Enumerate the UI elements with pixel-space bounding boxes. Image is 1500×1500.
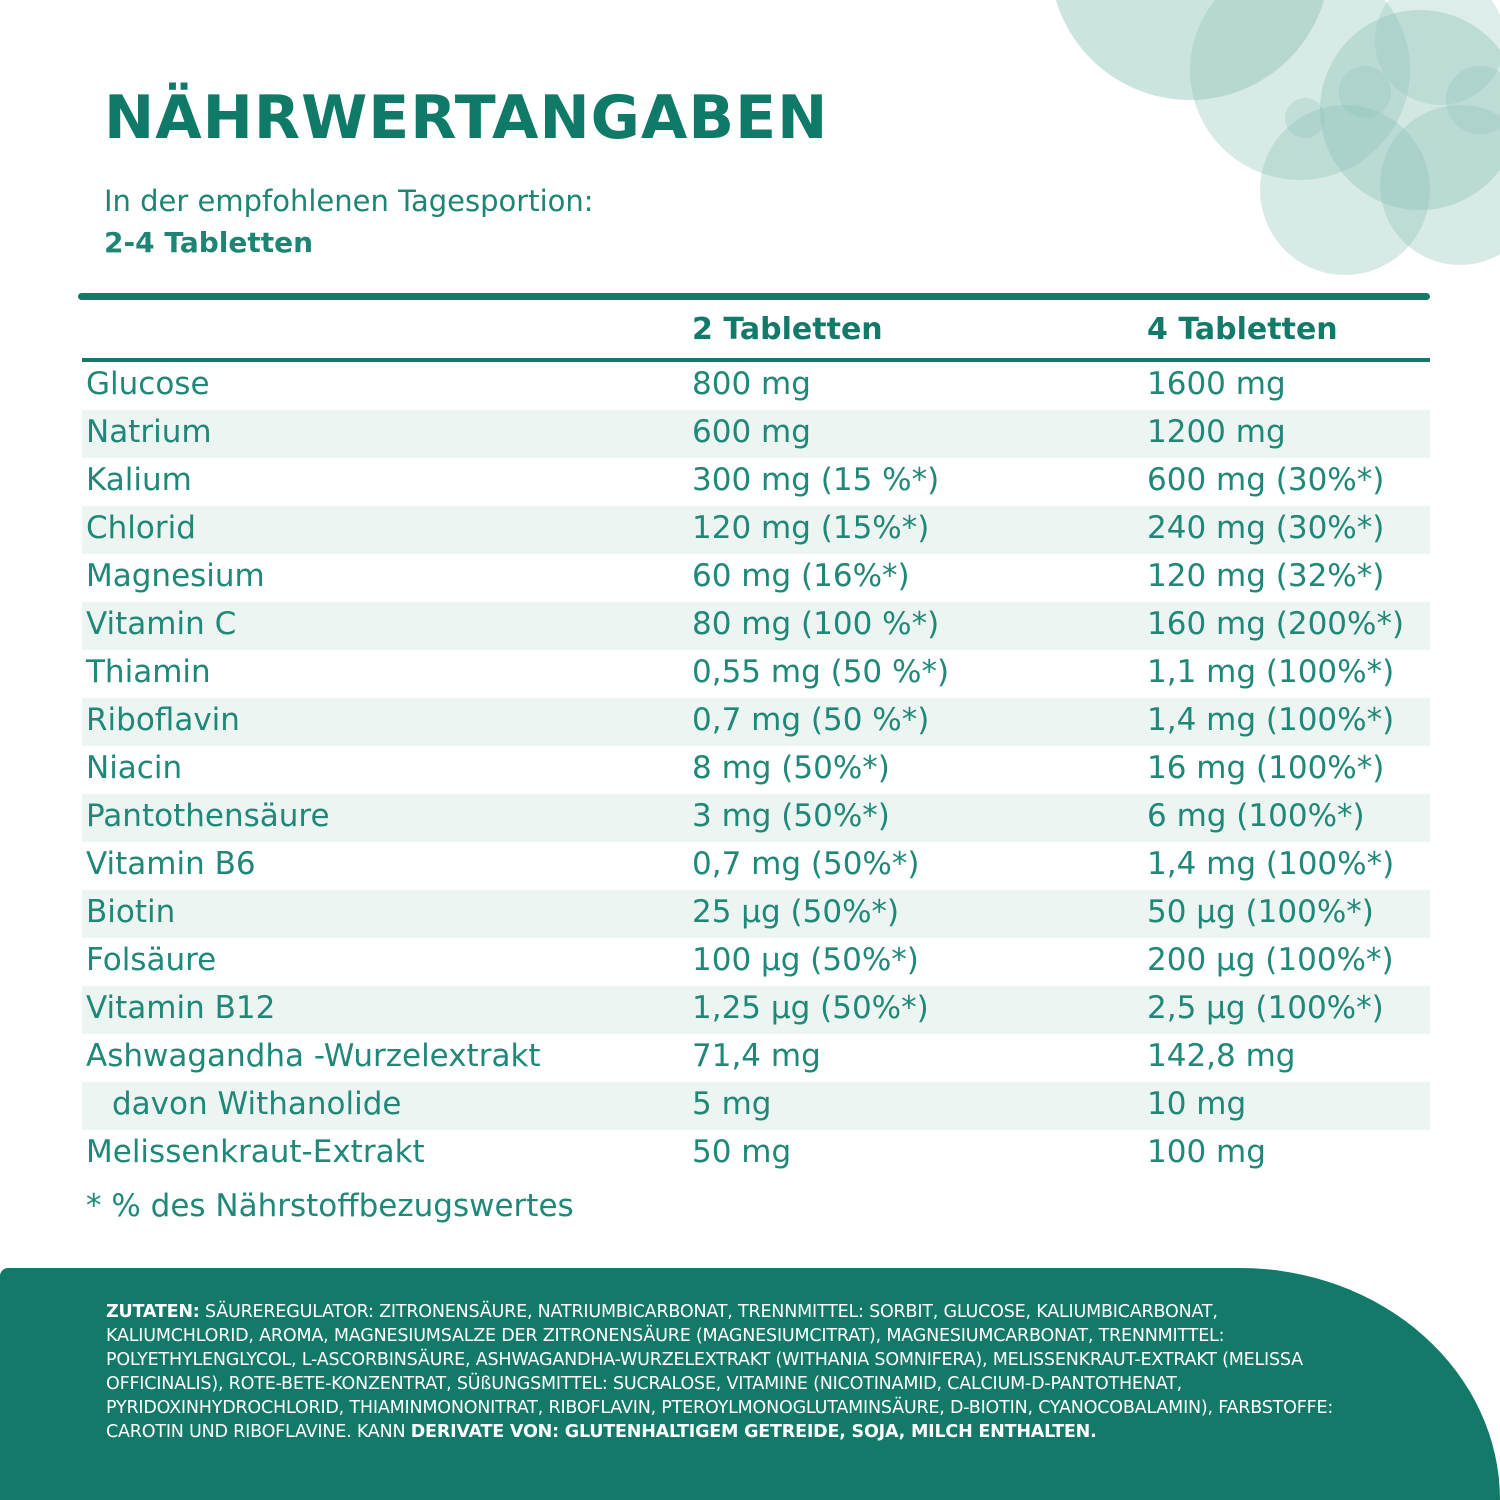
amount-4-tablets: 2,5 µg (100%*): [1147, 990, 1384, 1026]
amount-2-tablets: 300 mg (15 %*): [692, 462, 940, 498]
table-row: [82, 1082, 1430, 1130]
amount-4-tablets: 120 mg (32%*): [1147, 558, 1385, 594]
ingredients-text: [106, 1300, 1336, 1444]
table-row: [82, 602, 1430, 650]
amount-4-tablets: 1,4 mg (100%*): [1147, 846, 1395, 882]
table-row: [82, 458, 1430, 506]
table-row: [82, 698, 1430, 746]
amount-4-tablets: 1200 mg: [1147, 414, 1286, 450]
amount-4-tablets: 142,8 mg: [1147, 1038, 1296, 1074]
ingredients-panel: [0, 1268, 1500, 1500]
amount-4-tablets: 16 mg (100%*): [1147, 750, 1385, 786]
nutrient-name: Niacin: [86, 750, 183, 786]
nutrient-name: Chlorid: [86, 510, 196, 546]
table-row: [82, 938, 1430, 986]
amount-4-tablets: 1,4 mg (100%*): [1147, 702, 1395, 738]
amount-4-tablets: 200 µg (100%*): [1147, 942, 1394, 978]
amount-2-tablets: 1,25 µg (50%*): [692, 990, 929, 1026]
nutrient-name: Magnesium: [86, 558, 265, 594]
nutrient-name: Vitamin C: [86, 606, 237, 642]
nutrient-name: Melissenkraut-Extrakt: [86, 1134, 425, 1170]
serving-intro: In der empfohlenen Tagesportion:: [104, 184, 594, 218]
table-row: [82, 1034, 1430, 1082]
amount-4-tablets: 10 mg: [1147, 1086, 1247, 1122]
table-row: [82, 362, 1430, 410]
amount-4-tablets: 240 mg (30%*): [1147, 510, 1385, 546]
amount-2-tablets: 0,7 mg (50 %*): [692, 702, 930, 738]
amount-2-tablets: 100 µg (50%*): [692, 942, 919, 978]
footnote: * % des Nährstoffbezugswertes: [86, 1188, 574, 1224]
nutrition-table: [82, 304, 1430, 1178]
allergen-notice: DERIVATE VON: GLUTENHALTIGEM GETREIDE, SOJA, MILCH ENTHALTEN.: [410, 1422, 1097, 1442]
table-row: [82, 1130, 1430, 1178]
table-body: [82, 362, 1430, 1178]
ingredients-label: ZUTATEN:: [106, 1302, 200, 1322]
nutrient-name: Thiamin: [86, 654, 211, 690]
serving-dose: 2-4 Tabletten: [104, 226, 314, 259]
amount-2-tablets: 0,7 mg (50%*): [692, 846, 920, 882]
amount-2-tablets: 5 mg: [692, 1086, 772, 1122]
amount-4-tablets: 600 mg (30%*): [1147, 462, 1385, 498]
page-title: NÄHRWERTANGABEN: [104, 83, 829, 153]
column-header-2-tablets: 2 Tabletten: [692, 312, 883, 347]
column-header-4-tablets: 4 Tabletten: [1147, 312, 1338, 347]
amount-2-tablets: 80 mg (100 %*): [692, 606, 940, 642]
nutrient-name: Vitamin B6: [86, 846, 256, 882]
ingredients-list: SÄUREREGULATOR: ZITRONENSÄURE, NATRIUMBICARBONAT, TRENNMITTEL: SORBIT, GLUCOSE, KALIUMBICARBONAT, KALIUMCHLORID, AROMA, MAGNESIUMSALZE DER ZITRONENSÄURE (MAGNESIUMCITRAT), MAGNESIUMCARBONAT, TRENNMITTEL: POLYETHYLENGLYCOL, L-ASCORBINSÄURE, ASHWAGANDHA-WURZELEXTRAKT (WITHANIA SOMNIFERA), MELISSENKRAUT-EXTRAKT (MELISSA OFFICINALIS), ROTE-BETE-KONZENTRAT, SÜßUNGSMITTEL: SUCRALOSE, VITAMINE (NICOTINAMID, CALCIUM-D-PANTOTHENAT, PYRIDOXINHYDROCHLORID, THIAMINMONONITRAT, RIBOFLAVIN, PTEROYLMONOGLUTAMINSÄURE, D-BIOTIN, CYANOCOBALAMIN), FARBSTOFFE: CAROTIN UND RIBOFLAVINE. KANN: [106, 1302, 1334, 1442]
nutrient-name: davon Withanolide: [112, 1086, 402, 1122]
table-row: [82, 554, 1430, 602]
header-rule: [78, 293, 1430, 300]
table-row: [82, 842, 1430, 890]
amount-2-tablets: 60 mg (16%*): [692, 558, 910, 594]
amount-2-tablets: 120 mg (15%*): [692, 510, 930, 546]
nutrient-name: Vitamin B12: [86, 990, 276, 1026]
table-header: [82, 304, 1430, 362]
serving-info: [104, 180, 594, 264]
amount-4-tablets: 1,1 mg (100%*): [1147, 654, 1395, 690]
amount-2-tablets: 71,4 mg: [692, 1038, 821, 1074]
table-row: [82, 890, 1430, 938]
amount-2-tablets: 600 mg: [692, 414, 811, 450]
table-row: [82, 986, 1430, 1034]
amount-2-tablets: 0,55 mg (50 %*): [692, 654, 950, 690]
amount-2-tablets: 800 mg: [692, 366, 811, 402]
amount-2-tablets: 50 mg: [692, 1134, 792, 1170]
amount-2-tablets: 3 mg (50%*): [692, 798, 890, 834]
amount-4-tablets: 160 mg (200%*): [1147, 606, 1405, 642]
amount-2-tablets: 25 µg (50%*): [692, 894, 900, 930]
nutrient-name: Riboflavin: [86, 702, 240, 738]
nutrient-name: Natrium: [86, 414, 212, 450]
table-row: [82, 746, 1430, 794]
table-row: [82, 506, 1430, 554]
nutrient-name: Folsäure: [86, 942, 217, 978]
nutrient-name: Glucose: [86, 366, 210, 402]
amount-4-tablets: 1600 mg: [1147, 366, 1286, 402]
nutrient-name: Kalium: [86, 462, 192, 498]
table-row: [82, 650, 1430, 698]
amount-4-tablets: 6 mg (100%*): [1147, 798, 1365, 834]
amount-4-tablets: 50 µg (100%*): [1147, 894, 1374, 930]
table-row: [82, 794, 1430, 842]
nutrient-name: Pantothensäure: [86, 798, 330, 834]
nutrient-name: Ashwagandha -Wurzelextrakt: [86, 1038, 541, 1074]
amount-4-tablets: 100 mg: [1147, 1134, 1266, 1170]
amount-2-tablets: 8 mg (50%*): [692, 750, 890, 786]
table-row: [82, 410, 1430, 458]
nutrient-name: Biotin: [86, 894, 176, 930]
